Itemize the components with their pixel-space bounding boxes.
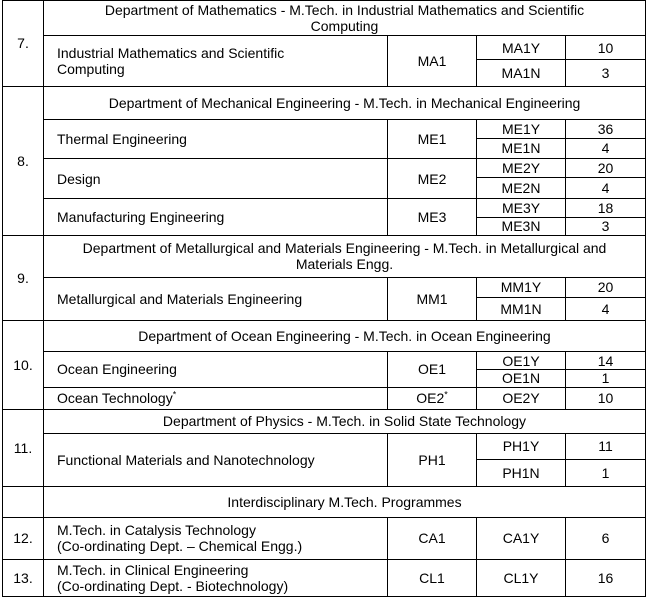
seat-count: 10 [566,387,646,409]
department-header: Department of Mathematics - M.Tech. in Industrial Mathematics and Scientific Computing [44,1,646,36]
sub-code: MM1N [477,297,566,320]
programme-name: Ocean Engineering [44,352,388,387]
sub-code: OE1N [477,370,566,387]
programme-name: Metallurgical and Materials Engineering [44,277,388,320]
seat-count: 3 [566,218,646,235]
programme-code: MM1 [388,277,477,320]
programme-name: Manufacturing Engineering [44,199,388,235]
sub-code: ME1Y [477,119,566,138]
programme-code: ME2 [388,159,477,199]
serial-number: 12. [3,518,44,559]
seat-count: 11 [566,433,646,459]
seat-count: 14 [566,352,646,370]
seat-count: 1 [566,370,646,387]
footnote-marker: * [444,389,448,400]
serial-number: 10. [3,321,44,410]
programme-name: Industrial Mathematics and Scientific Computing [44,36,388,86]
seat-count: 4 [566,138,646,158]
programme-code: PH1 [388,433,477,486]
programme-name: Design [44,159,388,199]
programme-name: M.Tech. in Clinical Engineering (Co-ordinating Dept. - Biotechnology) [44,559,388,596]
seat-count: 16 [566,559,646,596]
department-header: Department of Metallurgical and Materials Engineering - M.Tech. in Metallurgical and Materials Engg. [44,235,646,277]
serial-number [3,487,44,518]
sub-code: ME3Y [477,199,566,218]
seat-count: 18 [566,199,646,218]
programme-code: CA1 [388,518,477,559]
department-header: Department of Ocean Engineering - M.Tech. in Ocean Engineering [44,321,646,352]
programme-code: ME3 [388,199,477,235]
sub-code: PH1Y [477,433,566,459]
serial-number: 8. [3,86,44,235]
programme-code: OE2* [388,387,477,409]
sub-code: CA1Y [477,518,566,559]
sub-code: PH1N [477,459,566,486]
programme-name: Thermal Engineering [44,119,388,158]
sub-code: ME2Y [477,159,566,178]
programme-name: Functional Materials and Nanotechnology [44,433,388,486]
serial-number: 7. [3,1,44,87]
programme-code: OE1 [388,352,477,387]
sub-code: OE1Y [477,352,566,370]
serial-number: 11. [3,409,44,487]
seat-count: 4 [566,178,646,199]
programme-name: Ocean Technology* [44,387,388,409]
sub-code: ME3N [477,218,566,235]
programme-code: CL1 [388,559,477,596]
seat-count: 4 [566,297,646,320]
seat-count: 20 [566,159,646,178]
seat-count: 36 [566,119,646,138]
serial-number: 13. [3,559,44,596]
sub-code: OE2Y [477,387,566,409]
section-header: Interdisciplinary M.Tech. Programmes [44,487,646,518]
seat-count: 6 [566,518,646,559]
sub-code: ME1N [477,138,566,158]
programme-code: MA1 [388,36,477,86]
serial-number: 9. [3,235,44,321]
programme-seat-table [2,0,646,597]
seat-count: 20 [566,277,646,297]
seat-count: 3 [566,60,646,86]
sub-code: CL1Y [477,559,566,596]
sub-code: MM1Y [477,277,566,297]
department-header: Department of Mechanical Engineering - M.Tech. in Mechanical Engineering [44,86,646,119]
department-header: Department of Physics - M.Tech. in Solid State Technology [44,409,646,433]
seat-count: 1 [566,459,646,486]
seat-count: 10 [566,36,646,60]
sub-code: MA1N [477,60,566,86]
programme-code: ME1 [388,119,477,158]
sub-code: MA1Y [477,36,566,60]
programme-name: M.Tech. in Catalysis Technology (Co-ordinating Dept. – Chemical Engg.) [44,518,388,559]
footnote-marker: * [172,389,177,400]
sub-code: ME2N [477,178,566,199]
